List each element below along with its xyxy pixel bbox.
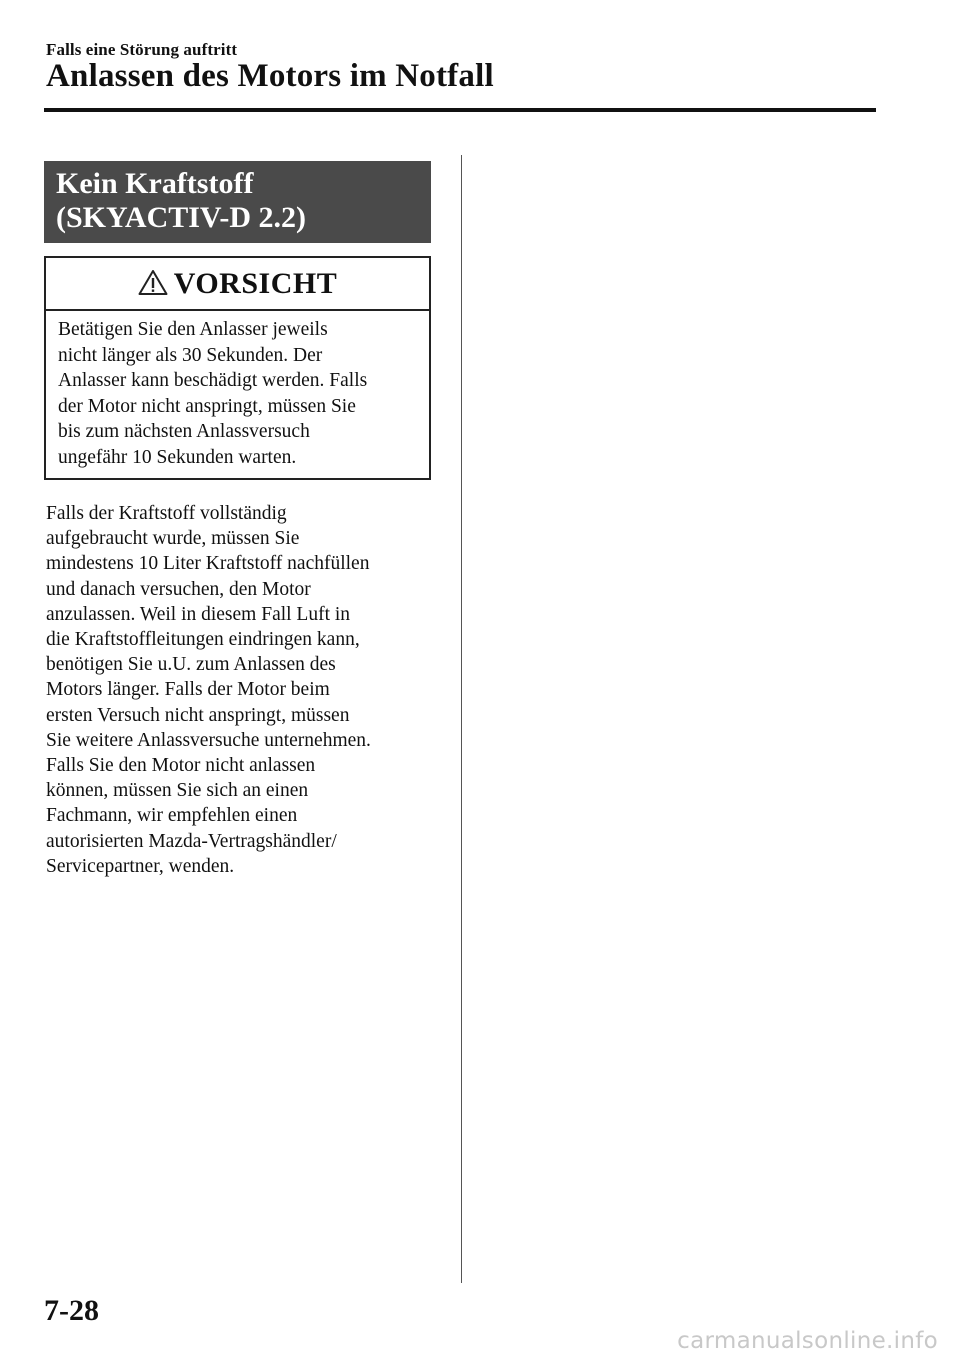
caution-line: der Motor nicht anspringt, müssen Sie — [58, 395, 356, 417]
caution-title: VORSICHT — [173, 266, 338, 300]
body-line: und danach versuchen, den Motor — [46, 578, 311, 600]
breadcrumb: Falls eine Störung auftritt — [46, 40, 238, 59]
caution-line: bis zum nächsten Anlassversuch — [58, 421, 310, 442]
caution-header — [46, 258, 429, 311]
section-title-line-1: Kein Kraftstoff — [56, 167, 254, 200]
body-line: Motors länger. Falls der Motor beim — [46, 679, 330, 701]
caution-line: nicht länger als 30 Sekunden. Der — [58, 344, 323, 366]
body-line: können, müssen Sie sich an einen — [46, 780, 309, 802]
body-line: Servicepartner, wenden. — [46, 855, 235, 877]
caution-box — [44, 256, 431, 480]
body-line: autorisierten Mazda-Vertragshändler/ — [46, 830, 337, 852]
caution-body — [46, 311, 429, 470]
body-text — [46, 501, 446, 879]
page-title: Anlassen des Motors im Notfall — [46, 58, 494, 94]
body-line: die Kraftstoffleitungen eindringen kann, — [46, 629, 360, 651]
column-divider — [461, 155, 462, 1283]
section-title-line-2: (SKYACTIV-D 2.2) — [56, 201, 307, 234]
watermark: carmanualsonline.info — [677, 1328, 938, 1354]
body-line: anzulassen. Weil in diesem Fall Luft in — [46, 603, 351, 625]
body-line: Falls Sie den Motor nicht anlassen — [46, 755, 316, 777]
section-banner — [44, 161, 431, 243]
body-line: ersten Versuch nicht anspringt, müssen — [46, 704, 350, 726]
body-line: aufgebraucht wurde, müssen Sie — [46, 528, 300, 550]
caution-line: Betätigen Sie den Anlasser jeweils — [58, 319, 328, 340]
page-number: 7-28 — [44, 1294, 99, 1327]
caution-line: Anlasser kann beschädigt werden. Falls — [58, 370, 368, 391]
body-line: Falls der Kraftstoff vollständig — [46, 503, 287, 524]
warning-triangle-icon — [138, 269, 168, 296]
body-line: benötigen Sie u.U. zum Anlassen des — [46, 654, 336, 676]
header-rule — [44, 108, 876, 112]
body-line: Fachmann, wir empfehlen einen — [46, 805, 298, 827]
body-line: mindestens 10 Liter Kraftstoff nachfüllen — [46, 553, 370, 575]
body-line: Sie weitere Anlassversuche unternehmen. — [46, 729, 371, 751]
caution-line: ungefähr 10 Sekunden warten. — [58, 446, 297, 468]
